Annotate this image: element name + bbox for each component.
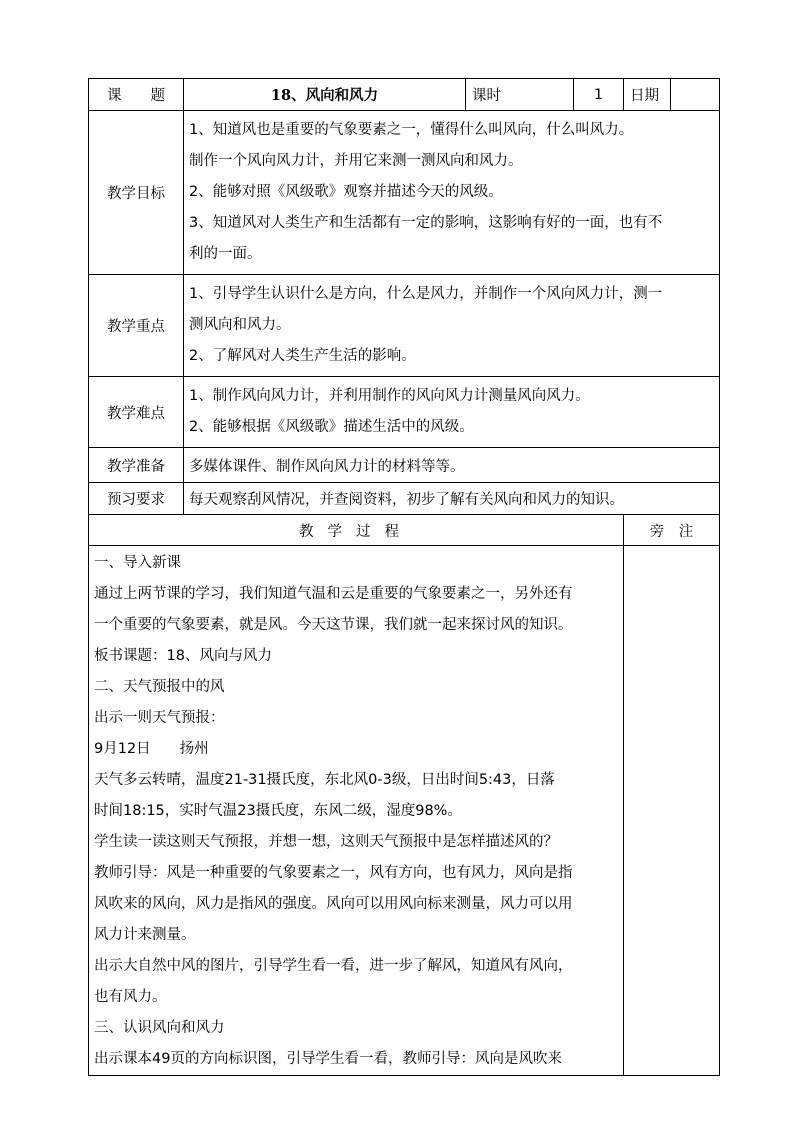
preview-label: 预习要求	[89, 483, 184, 515]
lesson-plan-table	[88, 78, 720, 1076]
lesson-title: 18、风向和风力	[184, 79, 466, 111]
preparation-content: 多媒体课件、制作风向风力计的材料等等。	[184, 448, 720, 483]
process-line: 学生读一读这则天气预报，并想一想，这则天气预报中是怎样描述风的？	[94, 834, 558, 850]
subject-label: 课 题	[89, 79, 184, 111]
difficulties-content	[184, 377, 720, 448]
objective-line: 3、知道风对人类生产和生活都有一定的影响，这影响有好的一面，也有不	[189, 215, 663, 231]
process-line: 时间18:15，实时气温23摄氏度，东风二级，湿度98%。	[94, 803, 462, 819]
process-line: 风吹来的风向，风力是指风的强度。风向可以用风向标来测量，风力可以用	[94, 896, 573, 912]
preview-content: 每天观察刮风情况，并查阅资料，初步了解有关风向和风力的知识。	[184, 483, 720, 515]
process-heading: 教学过程	[89, 515, 624, 546]
date-label: 日期	[624, 79, 671, 111]
key-points-label: 教学重点	[89, 275, 184, 377]
preparation-row	[89, 448, 720, 483]
header-row	[89, 79, 720, 111]
difficulty-line: 2、能够根据《风级歌》描述生活中的风级。	[189, 419, 474, 435]
process-row	[89, 546, 720, 1076]
process-line: 出示大自然中风的图片，引导学生看一看，进一步了解风，知道风有风向，	[94, 958, 573, 974]
preview-row	[89, 483, 720, 515]
key-points-content	[184, 275, 720, 377]
process-content	[89, 546, 624, 1076]
notes-heading: 旁 注	[624, 515, 720, 546]
process-line: 一个重要的气象要素，就是风。今天这节课，我们就一起来探讨风的知识。	[94, 617, 573, 633]
period-label: 课时	[466, 79, 574, 111]
process-line: 天气多云转晴，温度21-31摄氏度，东北风0-3级，日出时间5:43，日落	[94, 772, 555, 788]
key-point-line: 1、引导学生认识什么是方向，什么是风力，并制作一个风向风力计，测一	[189, 286, 663, 302]
difficulties-label: 教学难点	[89, 377, 184, 448]
period-value: 1	[574, 79, 624, 111]
process-line: 教师引导：风是一种重要的气象要素之一，风有方向，也有风力，风向是指	[94, 865, 573, 881]
objective-line: 1、知道风也是重要的气象要素之一，懂得什么叫风向，什么叫风力。	[189, 122, 634, 138]
key-points-row	[89, 275, 720, 377]
process-line: 板书课题：18、风向与风力	[94, 648, 272, 664]
difficulty-line: 1、制作风向风力计，并利用制作的风向风力计测量风向风力。	[189, 388, 590, 404]
difficulties-row	[89, 377, 720, 448]
process-line: 三、认识风向和风力	[94, 1020, 225, 1036]
process-line: 9月12日 扬州	[94, 741, 209, 757]
objective-line: 制作一个风向风力计，并用它来测一测风向和风力。	[189, 153, 523, 169]
objectives-label: 教学目标	[89, 111, 184, 275]
objective-line: 利的一面。	[189, 246, 262, 262]
key-point-line: 测风向和风力。	[189, 317, 291, 333]
process-line: 也有风力。	[94, 989, 167, 1005]
notes-column	[624, 546, 720, 1076]
objectives-row	[89, 111, 720, 275]
process-line: 一、导入新课	[94, 555, 181, 571]
date-value	[671, 79, 720, 111]
objectives-content	[184, 111, 720, 275]
process-line: 通过上两节课的学习，我们知道气温和云是重要的气象要素之一，另外还有	[94, 586, 573, 602]
process-line: 二、天气预报中的风	[94, 679, 225, 695]
key-point-line: 2、了解风对人类生产生活的影响。	[189, 348, 416, 364]
process-line: 出示一则天气预报：	[94, 710, 225, 726]
preparation-label: 教学准备	[89, 448, 184, 483]
process-line: 出示课本49页的方向标识图，引导学生看一看，教师引导：风向是风吹来	[94, 1051, 562, 1067]
process-header-row	[89, 515, 720, 546]
objective-line: 2、能够对照《风级歌》观察并描述今天的风级。	[189, 184, 503, 200]
process-line: 风力计来测量。	[94, 927, 196, 943]
